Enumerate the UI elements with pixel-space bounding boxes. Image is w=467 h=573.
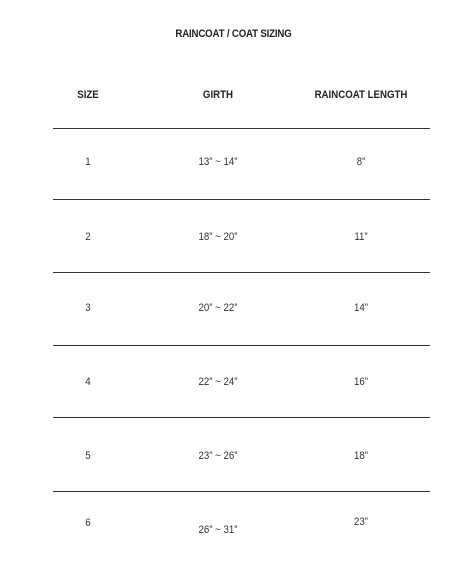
- cell-girth: 20” ~ 22”: [198, 302, 238, 314]
- cell-length: 16”: [354, 376, 368, 388]
- table-divider: [53, 272, 430, 273]
- cell-girth: 13” ~ 14”: [198, 156, 238, 168]
- cell-size: 3: [85, 302, 91, 314]
- table-divider: [53, 491, 430, 492]
- cell-length: 11”: [354, 231, 368, 243]
- table-divider: [53, 345, 430, 346]
- cell-length: 14”: [354, 302, 368, 314]
- table-divider: [53, 417, 430, 418]
- page-title: RAINCOAT / COAT SIZING: [175, 28, 292, 40]
- cell-length: 23”: [354, 516, 368, 528]
- header-girth: GIRTH: [202, 89, 234, 101]
- cell-girth: 22” ~ 24”: [198, 376, 238, 388]
- cell-size: 1: [85, 156, 91, 168]
- table-divider: [53, 128, 430, 129]
- header-size: SIZE: [77, 89, 99, 101]
- cell-size: 2: [85, 231, 91, 243]
- cell-length: 8”: [356, 156, 366, 168]
- table-divider: [53, 199, 430, 200]
- cell-girth: 23” ~ 26”: [198, 450, 238, 462]
- cell-size: 6: [85, 517, 91, 529]
- cell-size: 4: [85, 376, 91, 388]
- header-raincoat-length: RAINCOAT LENGTH: [314, 89, 408, 101]
- cell-girth: 18” ~ 20”: [198, 231, 238, 243]
- cell-length: 18”: [354, 450, 368, 462]
- cell-size: 5: [85, 450, 91, 462]
- cell-girth: 26” ~ 31”: [198, 524, 238, 536]
